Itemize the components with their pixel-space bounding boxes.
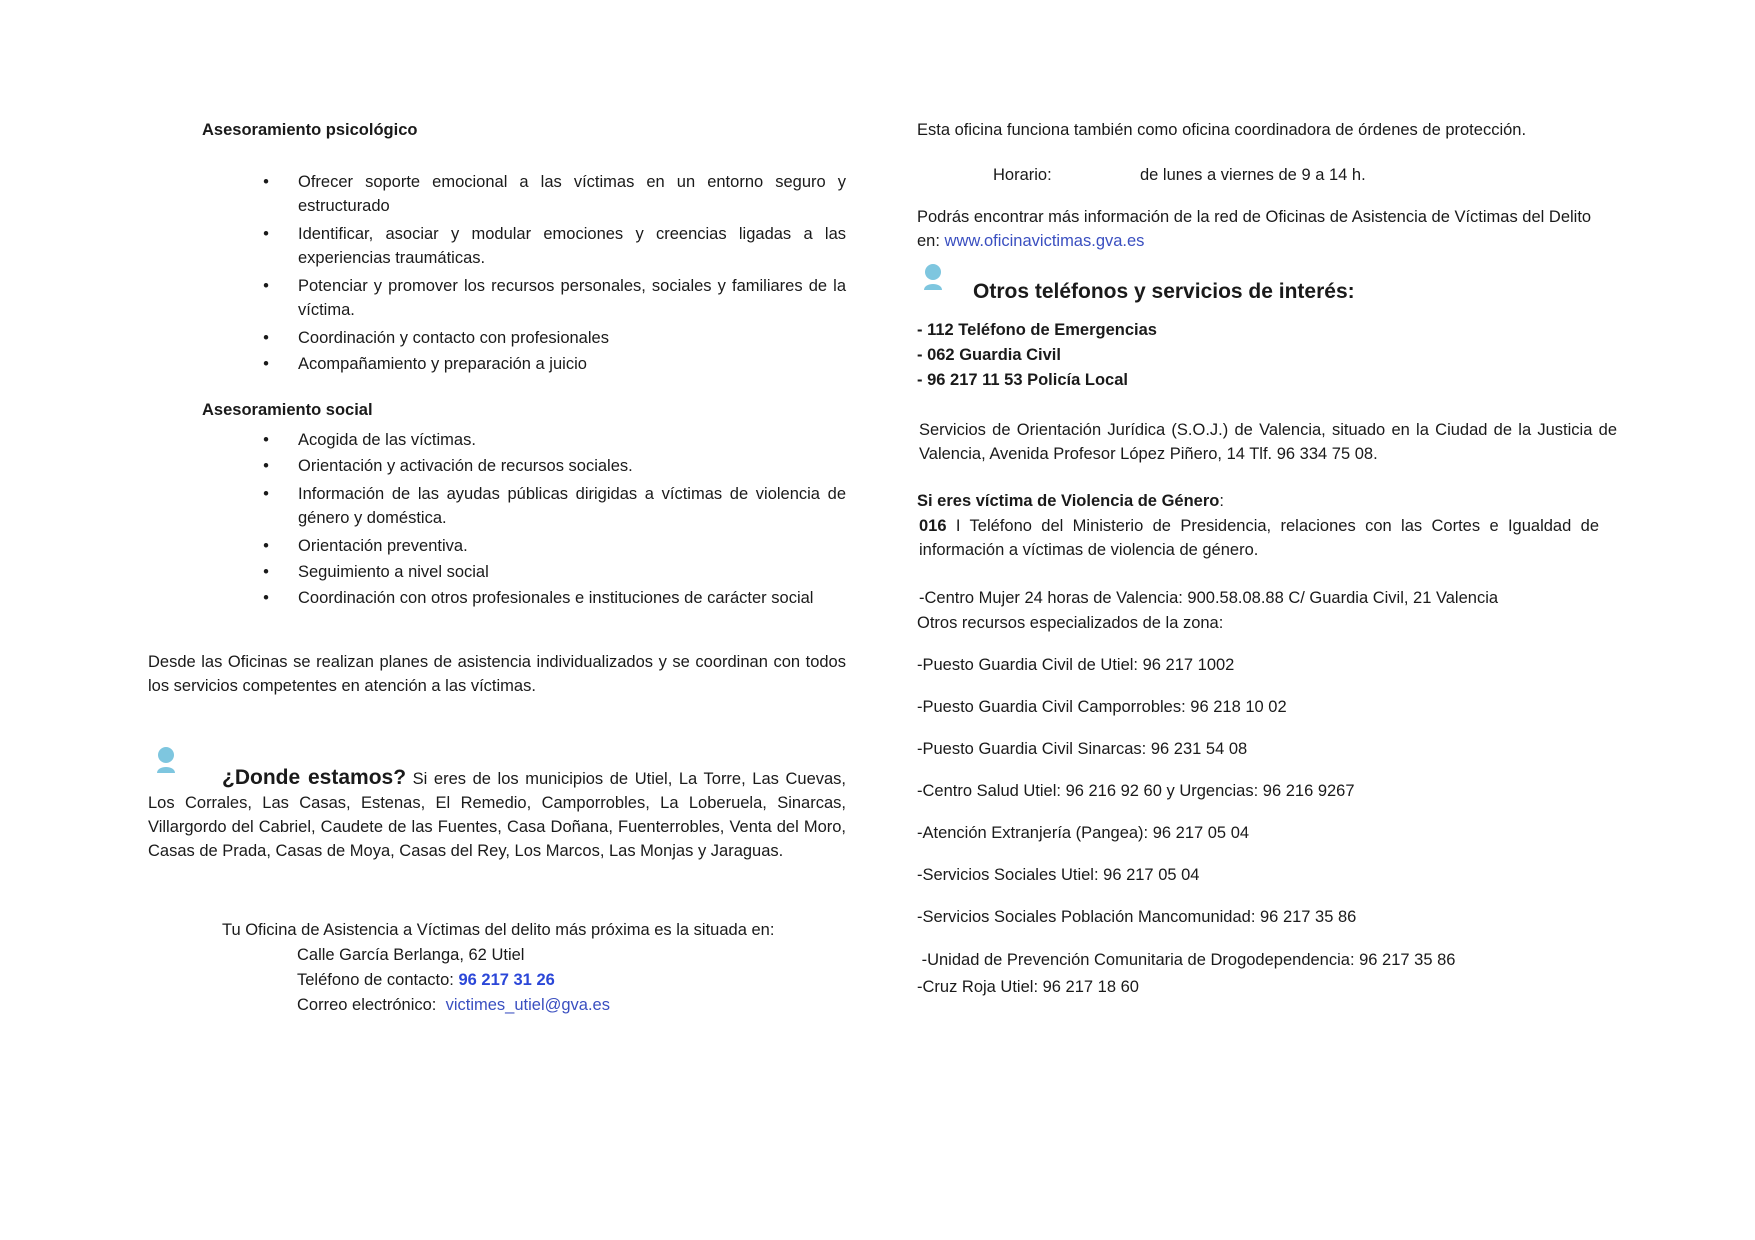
- more-info-paragraph: [917, 205, 1617, 253]
- office-address: Calle García Berlanga, 62 Utiel: [297, 946, 525, 964]
- office-email-line: [297, 993, 610, 1017]
- psych-list: [148, 170, 846, 376]
- phone-label: Teléfono de contacto:: [297, 971, 459, 989]
- vg-colon: :: [1219, 492, 1224, 510]
- person-icon: [921, 262, 945, 294]
- resource-line: -Puesto Guardia Civil Camporrobles: 96 218 10 02: [917, 698, 1287, 716]
- list-item: • Seguimiento a nivel social: [263, 563, 489, 581]
- schedule-value: de lunes a viernes de 9 a 14 h.: [1140, 166, 1366, 184]
- resource-line: -Centro Salud Utiel: 96 216 92 60 y Urgencias: 96 216 9267: [917, 782, 1355, 800]
- resource-line: -Puesto Guardia Civil Sinarcas: 96 231 54 08: [917, 740, 1248, 758]
- email-label: Correo electrónico:: [297, 996, 446, 1014]
- resource-line: -Puesto Guardia Civil de Utiel: 96 217 1002: [917, 656, 1235, 674]
- vg-016-text: I Teléfono del Ministerio de Presidencia, relaciones con las Cortes e Igualdad de información a víctimas de violencia de género.: [919, 517, 1599, 559]
- office-phone-link[interactable]: 96 217 31 26: [458, 971, 555, 989]
- resource-line: -Servicios Sociales Utiel: 96 217 05 04: [917, 866, 1200, 884]
- resource-line: -Servicios Sociales Población Mancomunidad: 96 217 35 86: [917, 908, 1357, 926]
- psych-title: Asesoramiento psicológico: [202, 121, 418, 139]
- emergency-line: - 112 Teléfono de Emergencias: [917, 321, 1157, 339]
- other-services-heading: Otros teléfonos y servicios de interés:: [973, 280, 1355, 303]
- office-phone-line: [297, 968, 555, 992]
- vg-heading: Si eres víctima de Violencia de Género: [917, 492, 1220, 510]
- list-item: • Orientación y activación de recursos sociales.: [263, 457, 633, 475]
- list-item: • Orientación preventiva.: [263, 537, 468, 555]
- emergency-line: - 062 Guardia Civil: [917, 346, 1061, 364]
- social-list: [148, 428, 846, 610]
- social-title: Asesoramiento social: [202, 401, 373, 419]
- coord-text: Esta oficina funciona también como oficina coordinadora de órdenes de protección.: [917, 121, 1527, 139]
- resource-line: -Atención Extranjería (Pangea): 96 217 05 04: [917, 824, 1250, 842]
- emergency-line: - 96 217 11 53 Policía Local: [917, 371, 1128, 389]
- list-item: • Coordinación con otros profesionales e instituciones de carácter social: [263, 589, 814, 607]
- plans-paragraph: Desde las Oficinas se realizan planes de asistencia individualizados y se coordinan con todos los servicios competentes en atención a las víctimas.: [148, 653, 846, 695]
- list-item: • Potenciar y promover los recursos personales, sociales y familiares de la víctima.: [263, 277, 846, 319]
- resource-line: -Cruz Roja Utiel: 96 217 18 60: [917, 978, 1139, 996]
- vg-heading-line: [917, 489, 1224, 513]
- office-email-link[interactable]: victimes_utiel@gva.es: [445, 996, 610, 1014]
- list-item: • Acogida de las víctimas.: [263, 431, 476, 449]
- where-heading: ¿Donde estamos?: [222, 766, 407, 789]
- list-item: • Coordinación y contacto con profesionales: [263, 329, 609, 347]
- vg-016-number: 016: [919, 517, 947, 535]
- vg-016-paragraph: [919, 514, 1599, 562]
- more-info-text: Podrás encontrar más información de la red de Oficinas de Asistencia de Víctimas del Delito en:: [917, 208, 1592, 250]
- centro-mujer: -Centro Mujer 24 horas de Valencia: 900.58.08.88 C/ Guardia Civil, 21 Valencia: [919, 589, 1499, 607]
- list-item: • Identificar, asociar y modular emociones y creencias ligadas a las experiencias traumáticas.: [263, 225, 846, 267]
- more-info-link[interactable]: www.oficinavictimas.gva.es: [944, 232, 1145, 250]
- where-text: Si eres de los municipios de Utiel, La Torre, Las Cuevas, Los Corrales, Las Casas, Estenas, El Remedio, Camporrobles, La Loberuela, Sinarcas, Villargordo del Cabriel, Caudete de las Fuentes, Casa Doñana, Fuenterrobles, Venta del Moro, Casas de Prada, Casas de Moya, Casas del Rey, Los Marcos, Las Monjas y Jaraguas.: [148, 770, 847, 860]
- otros-recursos-label: Otros recursos especializados de la zona:: [917, 614, 1224, 632]
- list-item: • Ofrecer soporte emocional a las víctimas en un entorno seguro y estructurado: [263, 173, 846, 215]
- soj-paragraph: Servicios de Orientación Jurídica (S.O.J.) de Valencia, situado en la Ciudad de la Justicia de Valencia, Avenida Profesor López Piñero, 14 Tlf. 96 334 75 08.: [919, 421, 1617, 463]
- resource-line: -Unidad de Prevención Comunitaria de Drogodependencia: 96 217 35 86: [917, 951, 1456, 969]
- list-item: • Acompañamiento y preparación a juicio: [263, 355, 587, 373]
- schedule-label: Horario:: [993, 166, 1052, 184]
- office-intro: Tu Oficina de Asistencia a Víctimas del delito más próxima es la situada en:: [222, 921, 775, 939]
- list-item: • Información de las ayudas públicas dirigidas a víctimas de violencia de género y doméstica.: [263, 485, 846, 527]
- where-paragraph: [148, 766, 846, 863]
